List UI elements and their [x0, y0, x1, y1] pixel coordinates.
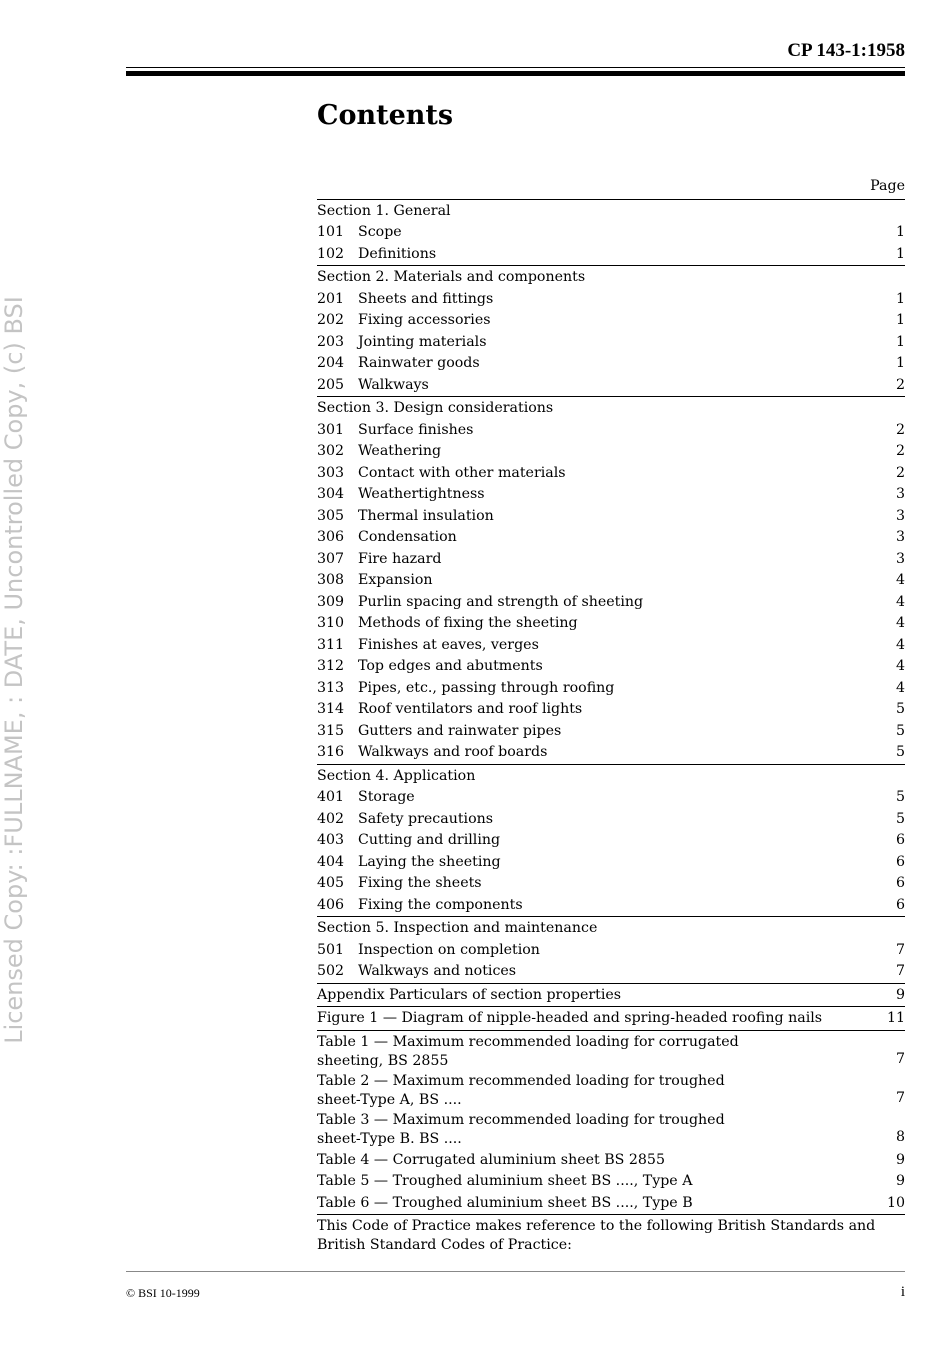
entry-number: 203 [317, 333, 345, 350]
section-heading[interactable]: Section 4. Application [317, 767, 476, 784]
entry-title: Roof ventilators and roof lights [358, 701, 583, 717]
entry-title: Finishes at eaves, verges [358, 636, 539, 653]
toc-entry-label [317, 332, 486, 354]
entry-number: 404 [317, 853, 345, 870]
entry-number: 310 [317, 615, 345, 631]
table-entry[interactable] [317, 1033, 905, 1071]
toc-entry[interactable] [317, 742, 905, 764]
entry-number: 406 [317, 896, 345, 913]
entry-title: Weathering [358, 443, 442, 459]
toc-entry[interactable] [317, 527, 905, 549]
entry-page: 1 [895, 224, 905, 240]
entry-title: Inspection on completion [358, 941, 540, 958]
document-id: CP 143-1:1958 [787, 40, 905, 61]
table-entry-label: Table 3 — Maximum recommended loading for troughed sheet-Type B. BS .... [317, 1111, 725, 1147]
entry-page: 9 [895, 1151, 905, 1168]
entry-title: Scope [358, 224, 402, 240]
entry-number: 303 [317, 464, 345, 481]
entry-title: Sheets and fittings [358, 290, 494, 307]
table-entry-label: Table 5 — Troughed aluminium sheet BS ...., Type A [317, 1173, 693, 1189]
toc-section [317, 765, 905, 918]
reference-note: This Code of Practice makes reference to the following British Standards and British Standard Codes of Practice: [317, 1218, 876, 1253]
table-of-contents [317, 176, 905, 1255]
entry-title: Purlin spacing and strength of sheeting [358, 593, 644, 610]
entry-title: Expansion [358, 572, 433, 588]
page-column-label: Page [317, 176, 905, 200]
toc-entry[interactable] [317, 222, 905, 244]
toc-entry-label [317, 742, 547, 764]
entry-page: 6 [895, 832, 905, 848]
entry-title: Laying the sheeting [358, 853, 501, 870]
entry-number: 401 [317, 789, 345, 805]
entry-number: 311 [317, 636, 345, 653]
toc-entry[interactable] [317, 721, 905, 743]
entry-page: 3 [895, 507, 905, 524]
toc-entry-label [317, 873, 482, 895]
toc-entry-label [317, 809, 493, 831]
toc-entry-label [317, 484, 485, 506]
toc-entry[interactable] [317, 244, 905, 266]
table-entry-label: Table 2 — Maximum recommended loading for troughed sheet-Type A, BS .... [317, 1072, 725, 1108]
entry-page: 7 [895, 1051, 905, 1067]
entry-title: Rainwater goods [358, 355, 480, 371]
toc-entry-label [317, 310, 491, 332]
toc-entry[interactable] [317, 809, 905, 831]
entry-number: 305 [317, 507, 345, 524]
section-heading[interactable]: Section 5. Inspection and maintenance [317, 920, 598, 936]
entry-title: Fixing the components [358, 896, 523, 913]
entry-page: 1 [895, 355, 905, 371]
appendix-entry[interactable] [317, 985, 905, 1007]
toc-entry-label [317, 830, 500, 852]
entry-number: 312 [317, 658, 345, 674]
toc-entry-label [317, 787, 415, 809]
entry-page: 9 [895, 1173, 905, 1189]
toc-entry-label [317, 678, 614, 700]
entry-number: 308 [317, 572, 345, 588]
toc-entry-label [317, 940, 540, 962]
entry-number: 316 [317, 744, 345, 760]
section-heading[interactable]: Section 1. General [317, 202, 451, 219]
section-heading[interactable]: Section 3. Design considerations [317, 400, 554, 416]
figure-block [317, 1007, 905, 1031]
table-entry[interactable] [317, 1150, 905, 1172]
figure-entry[interactable] [317, 1008, 905, 1030]
entry-number: 309 [317, 593, 345, 610]
toc-entry[interactable] [317, 420, 905, 442]
toc-section [317, 200, 905, 267]
appendix-entry-label: Appendix Particulars of section properties [317, 986, 622, 1003]
entry-page: 6 [895, 896, 905, 913]
entry-title: Methods of fixing the sheeting [358, 615, 578, 631]
entry-page: 7 [895, 1090, 905, 1106]
toc-entry-label [317, 592, 643, 614]
entry-number: 102 [317, 245, 345, 262]
entry-page: 2 [895, 376, 905, 393]
entry-title: Fire hazard [358, 550, 442, 567]
entry-page: 1 [895, 333, 905, 350]
toc-entry[interactable] [317, 961, 905, 983]
entry-page: 2 [895, 464, 905, 481]
entry-title: Walkways and roof boards [358, 744, 548, 760]
toc-entry-label [317, 420, 473, 442]
entry-page: 3 [895, 486, 905, 502]
entry-title: Fixing accessories [358, 312, 491, 328]
entry-number: 501 [317, 941, 345, 958]
entry-number: 301 [317, 421, 345, 438]
figure-entry-label: Figure 1 — Diagram of nipple-headed and spring-headed roofing nails [317, 1010, 823, 1026]
toc-entry-label [317, 506, 494, 528]
toc-entry[interactable] [317, 873, 905, 895]
entry-title: Storage [358, 789, 415, 805]
entry-page: 7 [895, 941, 905, 958]
toc-entry-label [317, 222, 402, 244]
entry-title: Pipes, etc., passing through roofing [358, 679, 615, 696]
toc-entry[interactable] [317, 613, 905, 635]
entry-page: 4 [895, 615, 905, 631]
appendix-block [317, 984, 905, 1008]
toc-entry-label [317, 613, 578, 635]
toc-entry[interactable] [317, 332, 905, 354]
entry-page: 4 [895, 679, 905, 696]
entry-number: 405 [317, 875, 345, 891]
entry-number: 202 [317, 312, 345, 328]
entry-title: Definitions [358, 245, 437, 262]
entry-title: Condensation [358, 529, 457, 545]
table-entry[interactable] [317, 1111, 905, 1149]
toc-entry[interactable] [317, 375, 905, 397]
toc-section [317, 397, 905, 765]
page-number: i [900, 1284, 905, 1300]
entry-page: 9 [895, 986, 905, 1003]
toc-entry-label [317, 353, 480, 375]
toc-entry-label [317, 375, 429, 397]
entry-page: 5 [895, 744, 905, 760]
toc-entry[interactable] [317, 353, 905, 375]
tables-block [317, 1031, 905, 1216]
entry-number: 205 [317, 376, 345, 393]
entry-page: 6 [895, 875, 905, 891]
table-entry-label: Table 4 — Corrugated aluminium sheet BS 2855 [317, 1151, 665, 1168]
entry-page: 5 [895, 789, 905, 805]
toc-entry[interactable] [317, 940, 905, 962]
entry-number: 304 [317, 486, 345, 502]
toc-entry-label [317, 549, 441, 571]
entry-page: 4 [895, 658, 905, 674]
entry-title: Weathertightness [358, 486, 485, 502]
toc-body [317, 200, 905, 1256]
entry-number: 502 [317, 963, 345, 979]
entry-title: Contact with other materials [358, 464, 566, 481]
entry-number: 201 [317, 290, 345, 307]
entry-page: 1 [895, 290, 905, 307]
header-rule-thin [126, 67, 905, 68]
toc-entry-label [317, 721, 561, 743]
toc-entry-label [317, 699, 582, 721]
entry-title: Thermal insulation [358, 507, 494, 524]
toc-entry-label [317, 656, 543, 678]
entry-title: Fixing the sheets [358, 875, 482, 891]
copyright: © BSI 10-1999 [126, 1286, 200, 1300]
toc-entry[interactable] [317, 895, 905, 917]
entry-number: 306 [317, 529, 345, 545]
table-entry-label: Table 6 — Troughed aluminium sheet BS ...., Type B [317, 1194, 693, 1211]
toc-entry[interactable] [317, 699, 905, 721]
entry-title: Safety precautions [358, 810, 494, 827]
entry-page: 3 [895, 529, 905, 545]
toc-entry[interactable] [317, 289, 905, 311]
entry-number: 314 [317, 701, 345, 717]
entry-title: Cutting and drilling [358, 832, 501, 848]
entry-number: 402 [317, 810, 345, 827]
entry-number: 313 [317, 679, 345, 696]
entry-page: 3 [895, 550, 905, 567]
entry-title: Top edges and abutments [358, 658, 543, 674]
toc-entry[interactable] [317, 441, 905, 463]
toc-entry-label [317, 852, 501, 874]
toc-entry[interactable] [317, 549, 905, 571]
toc-entry[interactable] [317, 570, 905, 592]
table-entry[interactable] [317, 1193, 905, 1215]
entry-page: 11 [886, 1010, 905, 1026]
toc-entry[interactable] [317, 506, 905, 528]
toc-entry[interactable] [317, 463, 905, 485]
toc-entry[interactable] [317, 787, 905, 809]
entry-page: 4 [895, 572, 905, 588]
entry-page: 2 [895, 443, 905, 459]
entry-number: 302 [317, 443, 345, 459]
entry-page: 4 [895, 593, 905, 610]
entry-page: 5 [895, 722, 905, 739]
entry-page: 6 [895, 853, 905, 870]
entry-number: 204 [317, 355, 345, 371]
entry-title: Gutters and rainwater pipes [358, 722, 562, 739]
toc-section [317, 917, 905, 984]
section-heading[interactable]: Section 2. Materials and components [317, 269, 586, 285]
toc-entry-label [317, 895, 523, 917]
table-entry-label: Table 1 — Maximum recommended loading for corrugated sheeting, BS 2855 [317, 1033, 739, 1069]
toc-entry[interactable] [317, 852, 905, 874]
toc-entry-label [317, 244, 436, 266]
entry-page: 1 [895, 312, 905, 328]
toc-section [317, 266, 905, 397]
header-rule-thick [126, 71, 905, 76]
entry-page: 4 [895, 636, 905, 653]
toc-entry[interactable] [317, 592, 905, 614]
entry-title: Jointing materials [358, 333, 487, 350]
toc-entry[interactable] [317, 830, 905, 852]
entry-number: 403 [317, 832, 345, 848]
toc-entry-label [317, 527, 457, 549]
table-entry[interactable] [317, 1072, 905, 1110]
toc-entry[interactable] [317, 656, 905, 678]
entry-number: 315 [317, 722, 345, 739]
watermark-text: Licensed Copy: :FULLNAME, : DATE, Uncontrolled Copy, (c) BSI [0, 296, 28, 1044]
entry-title: Walkways and notices [358, 963, 517, 979]
toc-entry[interactable] [317, 310, 905, 332]
toc-entry[interactable] [317, 635, 905, 657]
footer-rule [126, 1271, 905, 1272]
entry-page: 8 [895, 1129, 905, 1145]
toc-entry[interactable] [317, 484, 905, 506]
toc-entry-label [317, 961, 516, 983]
toc-entry-label [317, 289, 493, 311]
page-title: Contents [317, 100, 454, 131]
entry-title: Surface finishes [358, 421, 474, 438]
entry-page: 5 [895, 701, 905, 717]
entry-page: 10 [886, 1194, 905, 1211]
entry-number: 101 [317, 224, 345, 240]
table-entry[interactable] [317, 1171, 905, 1193]
toc-entry-label [317, 441, 441, 463]
entry-page: 2 [895, 421, 905, 438]
entry-page: 1 [895, 245, 905, 262]
entry-page: 7 [895, 963, 905, 979]
entry-title: Walkways [358, 376, 429, 393]
entry-number: 307 [317, 550, 345, 567]
toc-entry-label [317, 635, 539, 657]
toc-entry[interactable] [317, 678, 905, 700]
toc-entry-label [317, 570, 433, 592]
toc-entry-label [317, 463, 566, 485]
entry-page: 5 [895, 810, 905, 827]
